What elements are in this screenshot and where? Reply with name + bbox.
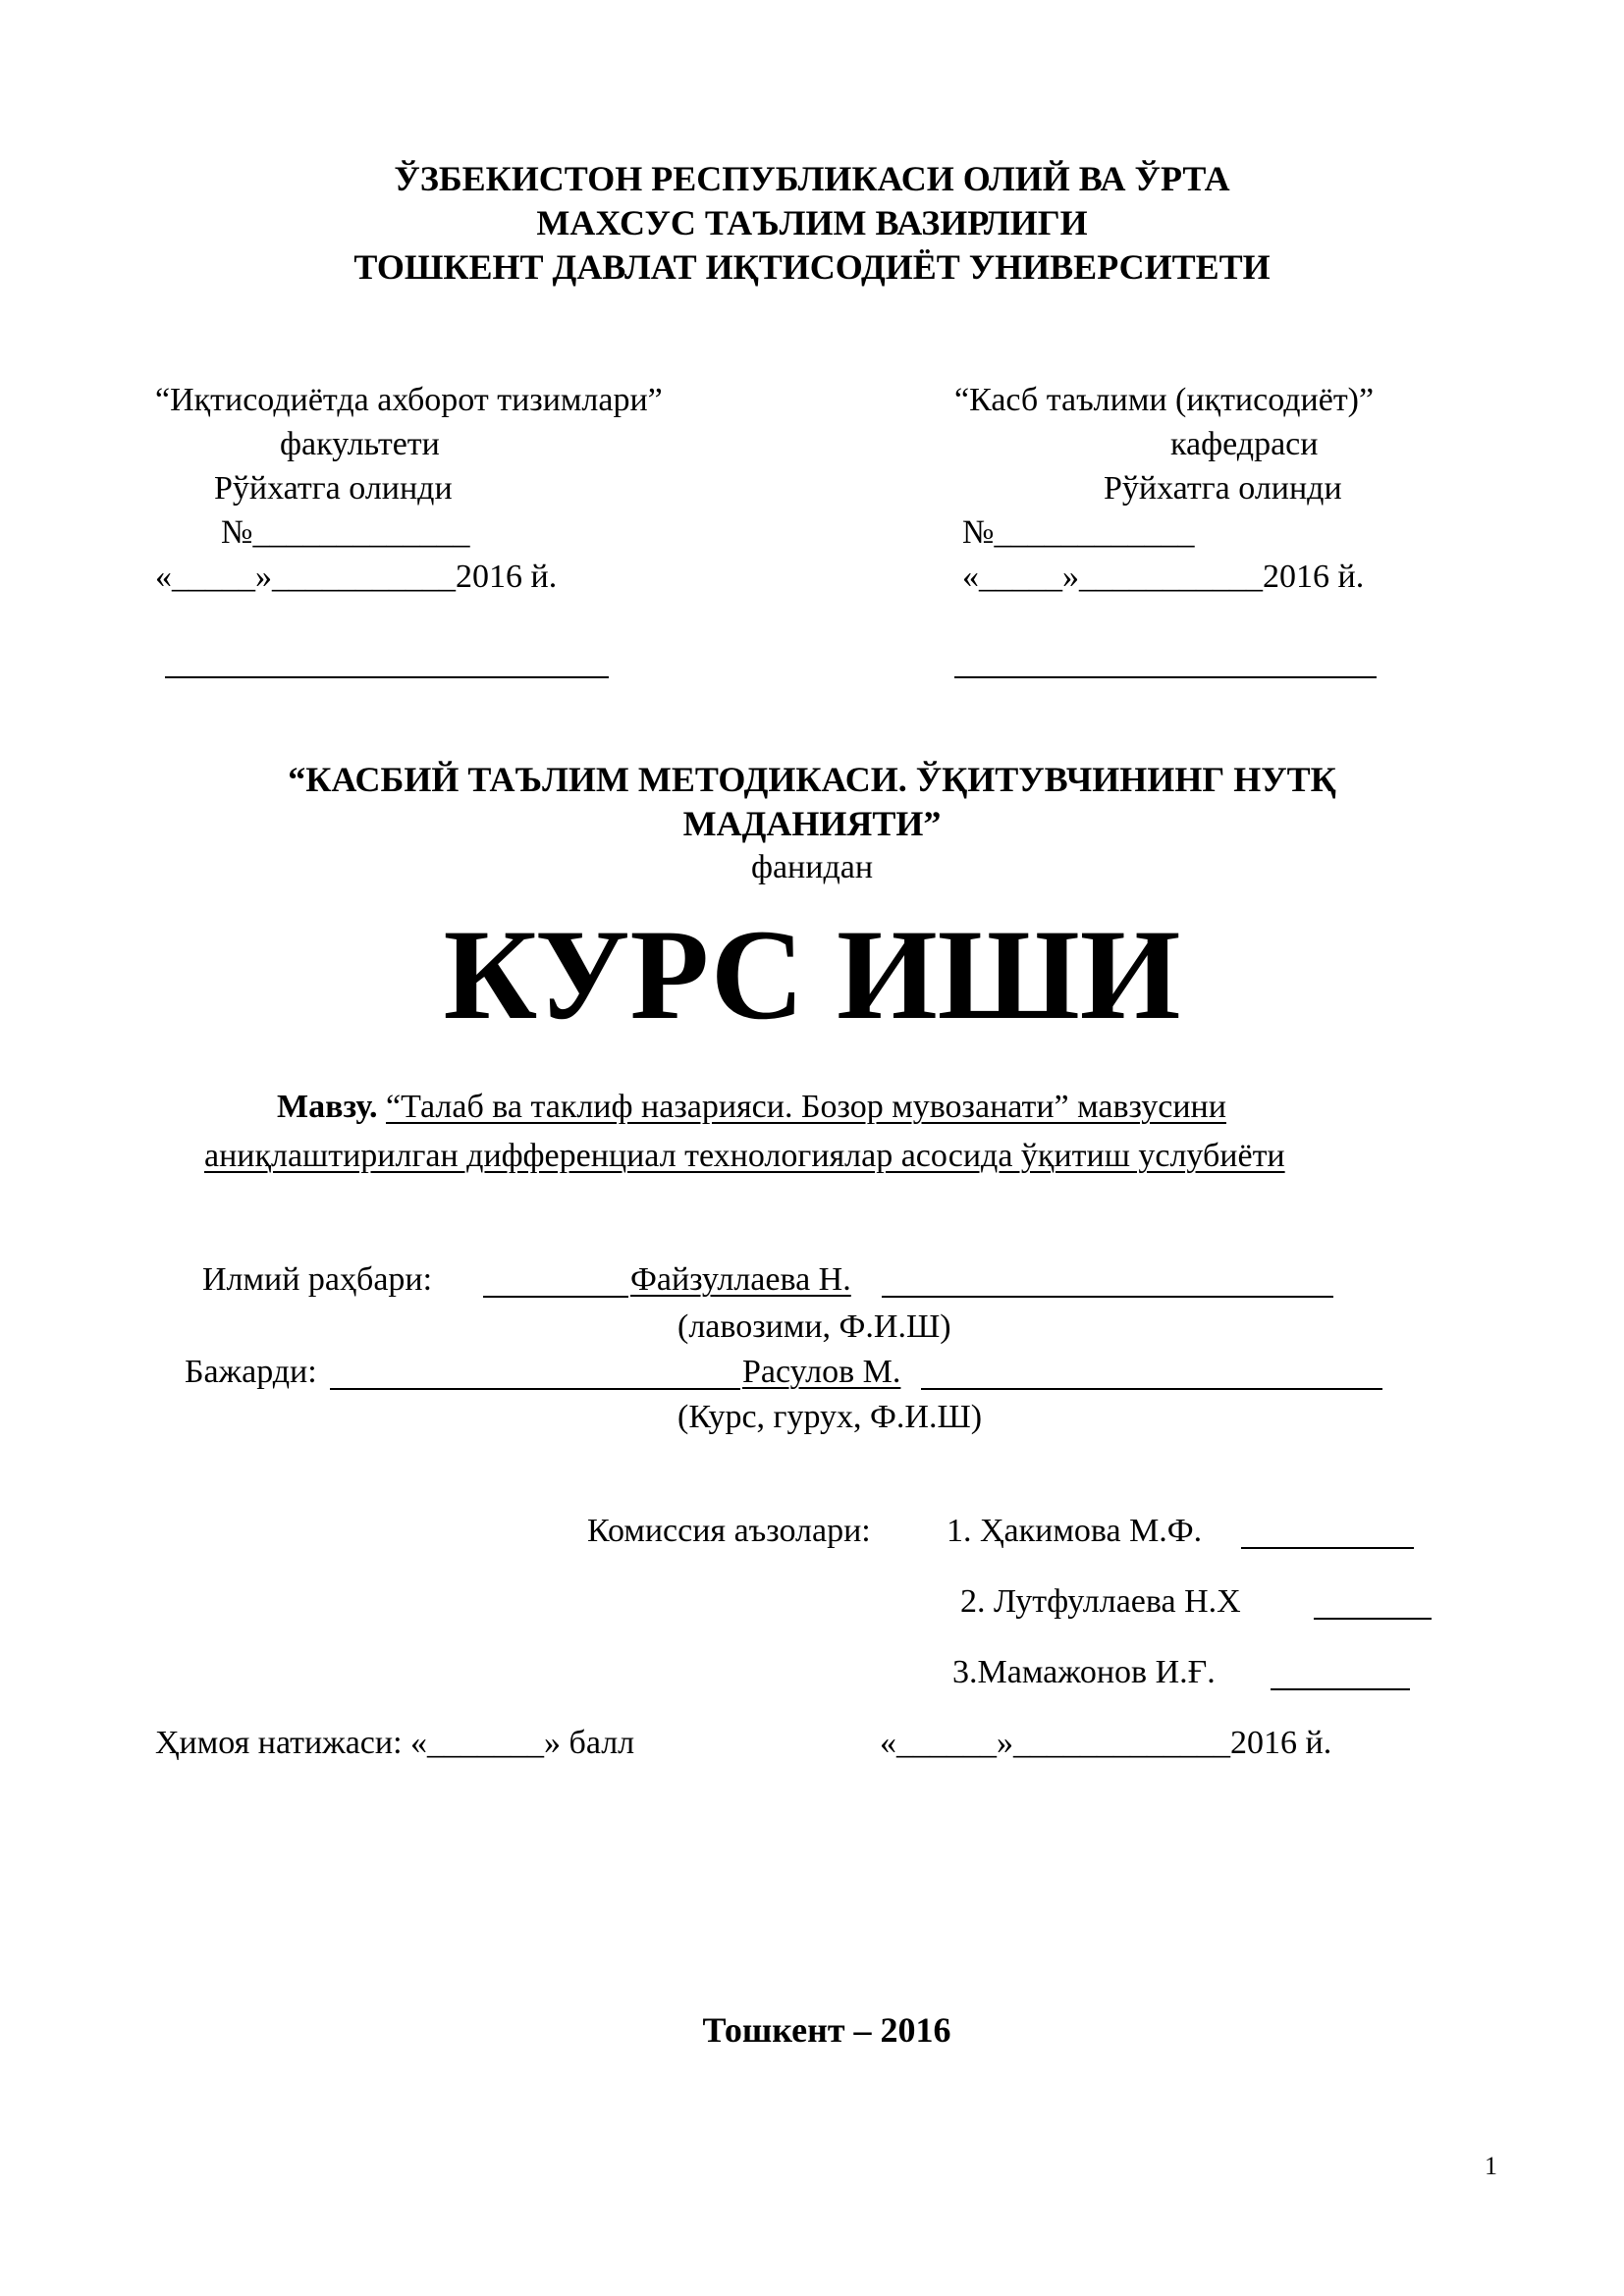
- university-name: ТОШКЕНТ ДАВЛАТ ИҚТИСОДИЁТ УНИВЕРСИТЕТИ: [353, 247, 1271, 287]
- defense-date: «______»_____________2016 й.: [880, 1725, 1332, 1761]
- right-registration-number: №____________: [962, 514, 1195, 551]
- commission-member-2-line: [1314, 1618, 1432, 1620]
- subject-suffix: фанидан: [750, 849, 874, 885]
- commission-member-2: 2. Лутфуллаева Н.Х: [960, 1583, 1241, 1620]
- page-title: КУРС ИШИ: [443, 902, 1181, 1046]
- right-signature-line: [954, 676, 1377, 678]
- right-registered: Рўйхатга олинди: [1104, 470, 1342, 507]
- supervisor-label: Илмий раҳбари:: [202, 1261, 433, 1298]
- supervisor-caption: (лавозими, Ф.И.Ш): [677, 1308, 951, 1345]
- executor-caption: (Курс, гурух, Ф.И.Ш): [677, 1399, 983, 1435]
- defense-result: Ҳимоя натижаси: «_______» балл: [155, 1725, 635, 1761]
- topic-title-line-2: аниқлаштирилган дифференциал технологиялар асосида ўқитиш услубиёти: [204, 1138, 1285, 1174]
- commission-member-1: 1. Ҳакимова М.Ф.: [947, 1513, 1203, 1549]
- page-number: 1: [1485, 2152, 1497, 2180]
- subject-line-2: МАДАНИЯТИ”: [682, 804, 942, 843]
- executor-name: Расулов М.: [742, 1354, 901, 1390]
- commission-member-1-line: [1241, 1547, 1414, 1549]
- supervisor-name: Файзуллаева Н.: [630, 1261, 851, 1298]
- supervisor-line-right: [882, 1296, 1333, 1298]
- executor-line-right: [921, 1388, 1382, 1390]
- topic-title-line-1: “Талаб ва таклиф назарияси. Бозор мувозанати” мавзусини: [386, 1089, 1226, 1125]
- department-word: кафедраси: [1170, 426, 1319, 462]
- left-signature-line: [165, 676, 609, 678]
- executor-label: Бажарди:: [185, 1354, 317, 1390]
- supervisor-line-left: [483, 1296, 628, 1298]
- left-registered: Рўйхатга олинди: [214, 470, 453, 507]
- commission-label: Комиссия аъзолари:: [587, 1513, 871, 1549]
- city-year: Тошкент – 2016: [702, 2010, 951, 2050]
- department-name: “Касб таълими (иқтисодиёт)”: [954, 382, 1375, 418]
- commission-member-3: 3.Мамажонов И.Ғ.: [952, 1654, 1216, 1690]
- left-registration-date: «_____»___________2016 й.: [155, 559, 558, 595]
- commission-member-3-line: [1271, 1688, 1410, 1690]
- ministry-line-2: МАХСУС ТАЪЛИМ ВАЗИРЛИГИ: [536, 203, 1088, 242]
- faculty-word: факультети: [280, 426, 440, 462]
- right-registration-date: «_____»___________2016 й.: [962, 559, 1365, 595]
- subject-line-1: “КАСБИЙ ТАЪЛИМ МЕТОДИКАСИ. ЎҚИТУВЧИНИНГ НУТҚ: [288, 760, 1336, 799]
- left-registration-number: №_____________: [221, 514, 470, 551]
- topic-label: Мавзу.: [277, 1089, 378, 1125]
- executor-line-left: [330, 1388, 740, 1390]
- topic-line-1: [277, 1086, 1226, 1129]
- ministry-line-1: ЎЗБЕКИСТОН РЕСПУБЛИКАСИ ОЛИЙ ВА ЎРТА: [394, 159, 1230, 198]
- faculty-name: “Иқтисодиётда ахборот тизимлари”: [155, 382, 663, 418]
